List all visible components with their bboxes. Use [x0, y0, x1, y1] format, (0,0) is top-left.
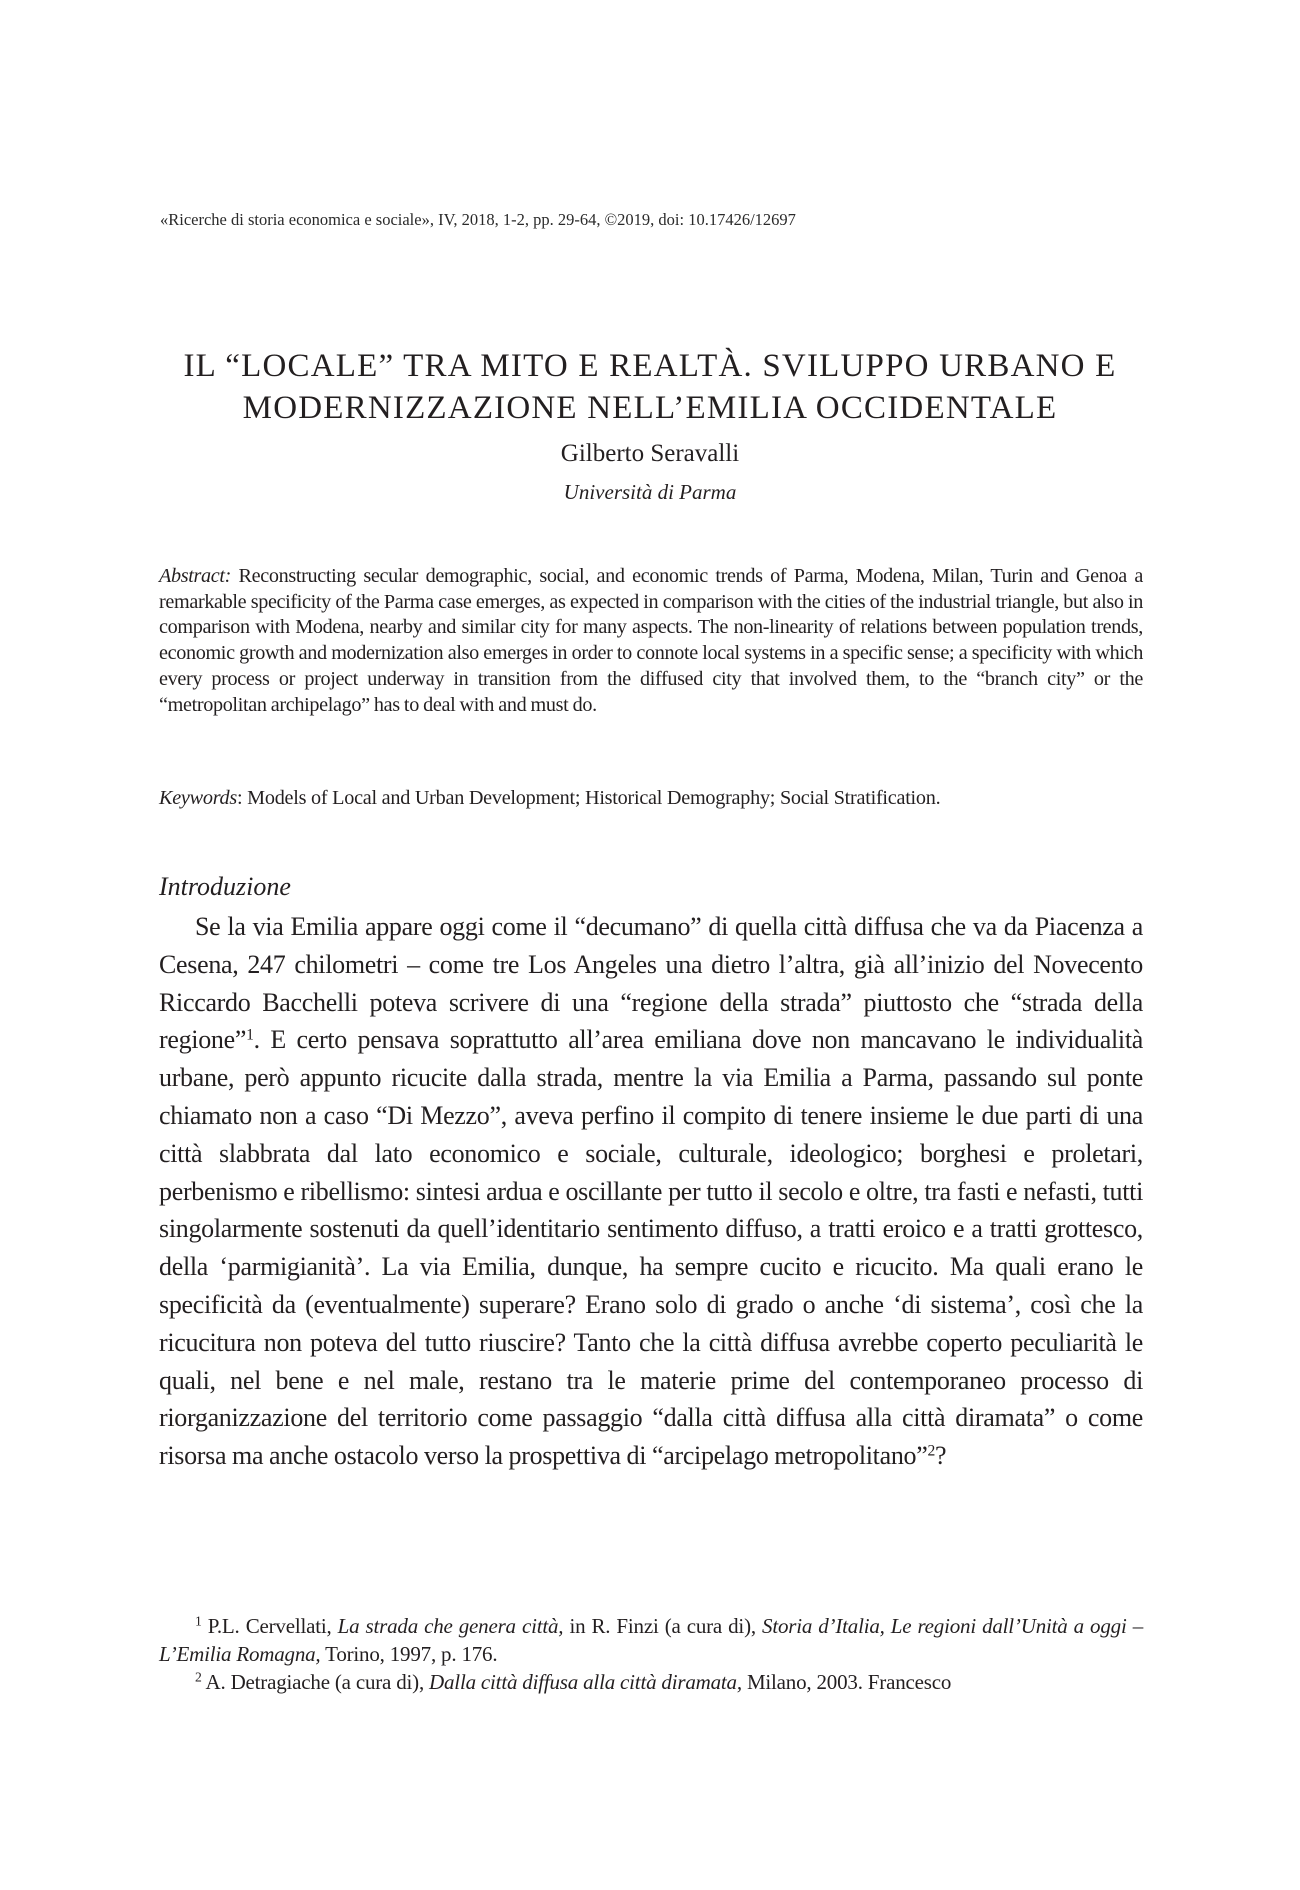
abstract-label: Abstract: [159, 565, 231, 587]
keywords-text: : Models of Local and Urban Development; Historical Demography; Social Stratification. [237, 787, 941, 809]
body-text-part-2: . E certo pensava soprattutto all’area emiliana dove non mancavano le individualità urbane, però appunto ricucite dalla strada, mentre la via Emilia a Parma, passando sul ponte chiamato non a caso “Di Mezzo”, aveva perfino il compito di tenere insieme le due parti di una città slabbrata dal lato economico e sociale, culturale, ideologico; borghesi e proletari, perbenismo e ribellismo: sintesi ardua e oscillante per tutto il secolo e oltre, tra fasti e nefasti, tutti singolarmente sostenuti da quell’identitario sentimento diffuso, a tratti eroico e a tratti grottesco, della ‘parmigianità’. La via Emilia, dunque, ha sempre cucito e ricucito. Ma quali erano le specificità da (eventualmente) superare? Erano solo di grado o anche ‘di sistema’, così che la ricucitura non poteva del tutto riuscire? Tanto che la città diffusa avrebbe coperto peculiarità le quali, nel bene e nel male, restano tra le materie prime del contemporaneo processo di riorganizzazione del territorio come passaggio “dalla città diffusa alla città diramata” o come risorsa ma anche ostacolo verso la prospettiva di “arcipelago metropolitano” [159, 1025, 1143, 1471]
footnote-ref-1[interactable]: 1 [246, 1026, 254, 1044]
footnote-italic-title: Storia d’Italia, Le regioni dall’Unità a oggi – L’Emilia Romagna, [159, 1614, 1143, 1666]
footnote-2 [159, 1668, 1143, 1696]
footnote-number: 1 [195, 1613, 202, 1629]
title-line-2: MODERNIZZAZIONE NELL’EMILIA OCCIDENTALE [242, 390, 1058, 426]
author-affiliation: Università di Parma [563, 480, 737, 504]
abstract-text: Reconstructing secular demographic, social, and economic trends of Parma, Modena, Milan, Turin and Genoa a remarkable specificity of the Parma case emerges, as expected in comparison with the cities of the industrial triangle, but also in comparison with Modena, nearby and similar city for many aspects. The non-linearity of relations between population trends, economic growth and modernization also emerges in order to connote local systems in a specific sense; a specificity with which every process or project underway in transition from the diffused city that involved them, to the “branch city” or the “metropolitan archipelago” has to deal with and must do. [159, 565, 1143, 716]
article-title [130, 345, 1170, 429]
footnote-text: Milano, 2003. Francesco [741, 1670, 952, 1694]
title-line-1: IL “LOCALE” TRA MITO E REALTÀ. SVILUPPO URBANO E [183, 348, 1117, 384]
section-title-introduzione: Introduzione [159, 872, 291, 901]
footnote-text: Torino, 1997, p. 176. [320, 1642, 498, 1666]
footnote-1 [159, 1612, 1143, 1668]
body-paragraph [159, 908, 1143, 1475]
footnote-text: in R. Finzi (a cura di), [563, 1614, 763, 1638]
journal-header: «Ricerche di storia economica e sociale», IV, 2018, 1-2, pp. 29-64, ©2019, doi: 10.17426/12697 [160, 210, 796, 229]
body-text-part-1: Se la via Emilia appare oggi come il “decumano” di quella città diffusa che va da Piacenza a Cesena, 247 chilometri – come tre Los Angeles una dietro l’altra, già all’inizio del Novecento Riccardo Bacchelli poteva scrivere di una “regione della strada” piuttosto che “strada della regione” [159, 912, 1143, 1055]
author-name: Gilberto Seravalli [560, 440, 740, 467]
body-text-part-3: ? [934, 1441, 947, 1471]
keywords [159, 786, 1143, 812]
footnote-ref-2[interactable]: 2 [927, 1442, 935, 1460]
footnotes [159, 1612, 1143, 1696]
footnote-italic-title: Dalla città diffusa alla città diramata, [429, 1670, 742, 1694]
footnote-text: A. Detragiache (a cura di), [201, 1670, 430, 1694]
keywords-label: Keywords [159, 787, 238, 809]
footnote-italic-title: La strada che genera città, [337, 1614, 564, 1638]
footnote-text: P.L. Cervellati, [201, 1614, 338, 1638]
footnote-number: 2 [195, 1669, 202, 1685]
abstract [159, 564, 1143, 718]
